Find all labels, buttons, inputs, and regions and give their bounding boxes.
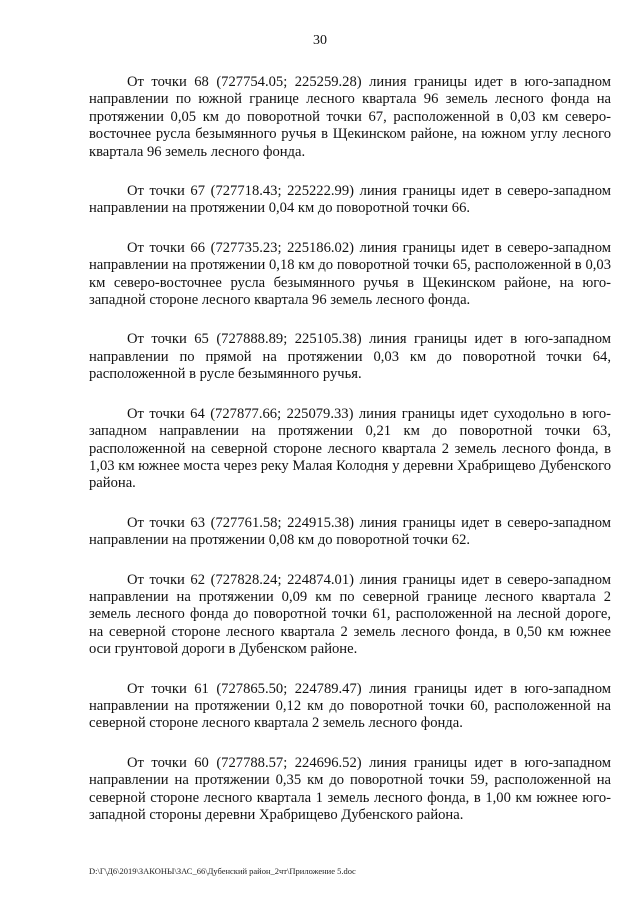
paragraph-point-68: От точки 68 (727754.05; 225259.28) линия границы идет в юго-западном направлении по южной границе лесного квартала 96 земель лесного фонда на протяжении 0,05 км до поворотной точки 67, расположенной в 0,03 км северо-восточнее русла безымянного ручья в Щекинском районе, на южном углу лесного квартала 96 земель лесного фонда. — [89, 74, 611, 160]
document-body — [89, 74, 611, 846]
footer-file-path: D:\Г\Д6\2019\ЗАКОНЫ\ЗАС_66\Дубенский район_2чт\Приложение 5.doc — [89, 866, 356, 876]
paragraph-point-64: От точки 64 (727877.66; 225079.33) линия границы идет суходольно в юго-западном направлении на протяжении 0,21 км до поворотной точки 63, расположенной на северной стороне лесного квартала 2 земель лесного фонда, в 1,03 км южнее моста через реку Малая Колодня у деревни Храбрищево Дубенского района. — [89, 405, 611, 492]
page-number: 30 — [313, 33, 327, 48]
paragraph-point-67: От точки 67 (727718.43; 225222.99) линия границы идет в северо-западном направлении на протяжении 0,04 км до поворотной точки 66. — [89, 183, 611, 217]
paragraph-point-60: От точки 60 (727788.57; 224696.52) линия границы идет в юго-западном направлении на протяжении 0,35 км до поворотной точки 59, расположенной на северной стороне лесного квартала 1 земель лесного фонда, в 1,00 км южнее юго-западной стороны деревни Храбрищево Дубенского района. — [89, 754, 611, 823]
paragraph-point-62: От точки 62 (727828.24; 224874.01) линия границы идет в северо-западном направлении на протяжении 0,09 км по северной границе лесного квартала 2 земель лесного фонда до поворотной точки 61, расположенной на лесной дороге, на северной стороне лесного квартала 2 земель лесного фонда, в 0,50 км южнее оси грунтовой дороги в Дубенском районе. — [89, 571, 611, 658]
paragraph-point-65: От точки 65 (727888.89; 225105.38) линия границы идет в юго-западном направлении по прямой на протяжении 0,03 км до поворотной точки 64, расположенной в русле безымянного ручья. — [89, 331, 611, 383]
paragraph-point-66: От точки 66 (727735.23; 225186.02) линия границы идет в северо-западном направлении на протяжении 0,18 км до поворотной точки 65, расположенной в 0,03 км северо-восточнее русла безымянного ручья в Щекинском районе, на юго-западной стороне лесного квартала 96 земель лесного фонда. — [89, 239, 611, 309]
paragraph-point-63: От точки 63 (727761.58; 224915.38) линия границы идет в северо-западном направлении на протяжении 0,08 км до поворотной точки 62. — [89, 514, 611, 549]
paragraph-point-61: От точки 61 (727865.50; 224789.47) линия границы идет в юго-западном направлении на протяжении 0,12 км до поворотной точки 60, расположенной на северной стороне лесного квартала 2 земель лесного фонда. — [89, 680, 611, 732]
